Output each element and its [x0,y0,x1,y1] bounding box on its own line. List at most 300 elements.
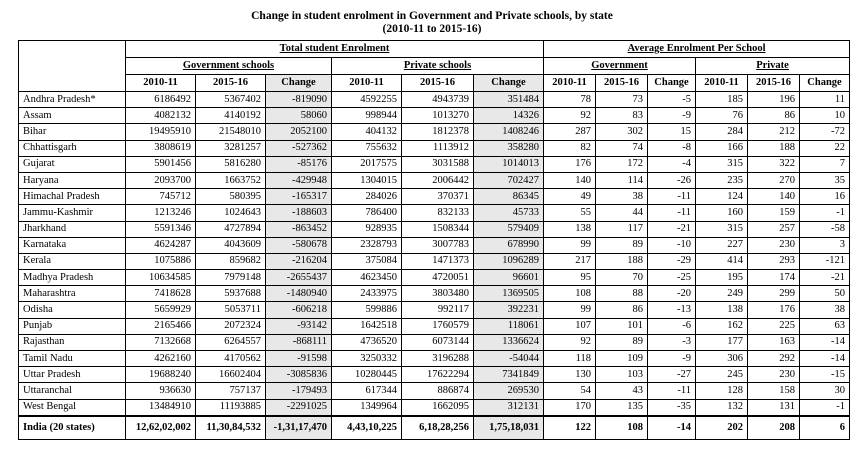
total-row [19,416,850,440]
value-cell: 2006442 [402,172,474,188]
value-cell: -25 [648,270,696,286]
value-cell: -11 [648,189,696,205]
state-name-cell: Punjab [19,318,126,334]
value-cell: 35 [800,172,850,188]
value-cell: 4262160 [126,351,196,367]
value-cell: -868111 [266,334,332,350]
value-cell: 1113912 [402,140,474,156]
value-cell: 11 [800,92,850,108]
value-cell: 13484910 [126,399,196,416]
value-cell: 4736520 [332,334,402,350]
value-cell: 109 [596,351,648,367]
value-cell: 14326 [474,108,544,124]
value-cell: 50 [800,286,850,302]
value-cell: -21 [800,270,850,286]
value-cell: 269530 [474,383,544,399]
value-cell: 89 [596,237,648,253]
table-row [19,302,850,318]
value-cell: 158 [748,383,800,399]
value-cell: 1760579 [402,318,474,334]
value-cell: 755632 [332,140,402,156]
value-cell: 1663752 [196,172,266,188]
value-cell: 122 [544,416,596,440]
value-cell: 2052100 [266,124,332,140]
state-name-cell: Jammu-Kashmir [19,205,126,221]
value-cell: -2291025 [266,399,332,416]
col-avg-gov-2015: 2015-16 [596,75,648,92]
value-cell: 1096289 [474,253,544,269]
value-cell: 96601 [474,270,544,286]
table-row [19,156,850,172]
value-cell: -8 [648,140,696,156]
value-cell: 284 [696,124,748,140]
value-cell: 322 [748,156,800,172]
state-name-cell: Jharkhand [19,221,126,237]
value-cell: 132 [696,399,748,416]
value-cell: 76 [696,108,748,124]
value-cell: 92 [544,334,596,350]
col-avg-pvt-2015: 2015-16 [748,75,800,92]
value-cell: 7418628 [126,286,196,302]
col-avg-pvt-change: Change [800,75,850,92]
value-cell: 6264557 [196,334,266,350]
value-cell: 3803480 [402,286,474,302]
table-row [19,367,850,383]
value-cell: 185 [696,92,748,108]
value-cell: 130 [544,367,596,383]
value-cell: 101 [596,318,648,334]
value-cell: 370371 [402,189,474,205]
value-cell: 3007783 [402,237,474,253]
state-name-cell: Chhattisgarh [19,140,126,156]
value-cell: 3031588 [402,156,474,172]
value-cell: 936630 [126,383,196,399]
value-cell: 54 [544,383,596,399]
value-cell: -13 [648,302,696,318]
value-cell: 3 [800,237,850,253]
value-cell: 195 [696,270,748,286]
value-cell: 315 [696,221,748,237]
value-cell: -819090 [266,92,332,108]
value-cell: 2165466 [126,318,196,334]
value-cell: 4592255 [332,92,402,108]
value-cell: 108 [596,416,648,440]
value-cell: 172 [596,156,648,172]
state-name-cell: Haryana [19,172,126,188]
value-cell: 15 [648,124,696,140]
value-cell: 227 [696,237,748,253]
state-name-cell: India (20 states) [19,416,126,440]
state-name-cell: Uttaranchal [19,383,126,399]
value-cell: -179493 [266,383,332,399]
state-name-cell: Andhra Pradesh* [19,92,126,108]
value-cell: 58060 [266,108,332,124]
value-cell: -35 [648,399,696,416]
value-cell: -9 [648,108,696,124]
value-cell: 579409 [474,221,544,237]
value-cell: 1014013 [474,156,544,172]
state-name-cell: Tamil Nadu [19,351,126,367]
state-name-cell: Rajasthan [19,334,126,350]
value-cell: 19688240 [126,367,196,383]
col-pvt-change: Change [474,75,544,92]
value-cell: 188 [596,253,648,269]
value-cell: 166 [696,140,748,156]
value-cell: 43 [596,383,648,399]
value-cell: 617344 [332,383,402,399]
state-name-cell: Kerala [19,253,126,269]
value-cell: 10634585 [126,270,196,286]
value-cell: 992117 [402,302,474,318]
table-title [0,0,864,35]
value-cell: -11 [648,205,696,221]
value-cell: -1480940 [266,286,332,302]
value-cell: 2328793 [332,237,402,253]
value-cell: 745712 [126,189,196,205]
value-cell: 124 [696,189,748,205]
value-cell: 312131 [474,399,544,416]
value-cell: 6073144 [402,334,474,350]
value-cell: 315 [696,156,748,172]
value-cell: -188603 [266,205,332,221]
value-cell: 4,43,10,225 [332,416,402,440]
value-cell: 107 [544,318,596,334]
value-cell: 70 [596,270,648,286]
value-cell: -1 [800,399,850,416]
state-header [19,41,126,92]
value-cell: -10 [648,237,696,253]
value-cell: -4 [648,156,696,172]
value-cell: 270 [748,172,800,188]
value-cell: -580678 [266,237,332,253]
value-cell: 217 [544,253,596,269]
col-avg-gov-2010: 2010-11 [544,75,596,92]
value-cell: 4720051 [402,270,474,286]
title-line-2: (2010-11 to 2015-16) [382,23,482,35]
value-cell: 10280445 [332,367,402,383]
value-cell: 293 [748,253,800,269]
value-cell: 3250332 [332,351,402,367]
value-cell: 859682 [196,253,266,269]
value-cell: 196 [748,92,800,108]
value-cell: 11193885 [196,399,266,416]
value-cell: 1075886 [126,253,196,269]
value-cell: 99 [544,302,596,318]
value-cell: -6 [648,318,696,334]
value-cell: 292 [748,351,800,367]
value-cell: -1,31,17,470 [266,416,332,440]
pvt-schools-header: Private schools [332,58,544,75]
value-cell: 678990 [474,237,544,253]
value-cell: 88 [596,286,648,302]
value-cell: 118 [544,351,596,367]
value-cell: 63 [800,318,850,334]
table-row [19,318,850,334]
value-cell: 212 [748,124,800,140]
total-enrolment-header: Total student Enrolment [126,41,544,58]
value-cell: 3808619 [126,140,196,156]
avg-pvt-header: Private [696,58,850,75]
value-cell: 170 [544,399,596,416]
value-cell: -29 [648,253,696,269]
table-row [19,172,850,188]
value-cell: 82 [544,140,596,156]
value-cell: 5053711 [196,302,266,318]
value-cell: 414 [696,253,748,269]
value-cell: 117 [596,221,648,237]
value-cell: 16 [800,189,850,205]
value-cell: 208 [748,416,800,440]
value-cell: 17622294 [402,367,474,383]
value-cell: 1213246 [126,205,196,221]
value-cell: 5659929 [126,302,196,318]
table-row [19,253,850,269]
value-cell: 392231 [474,302,544,318]
value-cell: -606218 [266,302,332,318]
value-cell: 11,30,84,532 [196,416,266,440]
value-cell: -14 [800,334,850,350]
value-cell: 118061 [474,318,544,334]
state-name-cell: Maharashtra [19,286,126,302]
table-row [19,108,850,124]
value-cell: 176 [544,156,596,172]
value-cell: 89 [596,334,648,350]
value-cell: 162 [696,318,748,334]
value-cell: 5591346 [126,221,196,237]
state-name-cell: Uttar Pradesh [19,367,126,383]
value-cell: 55 [544,205,596,221]
value-cell: 832133 [402,205,474,221]
value-cell: -2655437 [266,270,332,286]
value-cell: 177 [696,334,748,350]
value-cell: 131 [748,399,800,416]
value-cell: 245 [696,367,748,383]
value-cell: 4623450 [332,270,402,286]
value-cell: 757137 [196,383,266,399]
value-cell: 188 [748,140,800,156]
value-cell: 4624287 [126,237,196,253]
value-cell: -26 [648,172,696,188]
col-avg-gov-change: Change [648,75,696,92]
value-cell: 163 [748,334,800,350]
value-cell: 1,75,18,031 [474,416,544,440]
value-cell: 299 [748,286,800,302]
value-cell: 1642518 [332,318,402,334]
value-cell: -54044 [474,351,544,367]
table-row [19,351,850,367]
value-cell: -85176 [266,156,332,172]
value-cell: 86 [596,302,648,318]
table-row [19,399,850,416]
value-cell: 95 [544,270,596,286]
value-cell: 998944 [332,108,402,124]
value-cell: 225 [748,318,800,334]
value-cell: -863452 [266,221,332,237]
value-cell: -3085836 [266,367,332,383]
value-cell: 2072324 [196,318,266,334]
value-cell: -14 [648,416,696,440]
value-cell: 103 [596,367,648,383]
value-cell: -14 [800,351,850,367]
value-cell: 140 [544,172,596,188]
value-cell: 176 [748,302,800,318]
value-cell: 138 [696,302,748,318]
value-cell: 1369505 [474,286,544,302]
value-cell: 86 [748,108,800,124]
value-cell: 4082132 [126,108,196,124]
value-cell: 5816280 [196,156,266,172]
value-cell: -3 [648,334,696,350]
value-cell: 12,62,02,002 [126,416,196,440]
col-pvt-2015: 2015-16 [402,75,474,92]
value-cell: 6 [800,416,850,440]
value-cell: 38 [800,302,850,318]
value-cell: 257 [748,221,800,237]
value-cell: 1662095 [402,399,474,416]
value-cell: 375084 [332,253,402,269]
value-cell: 114 [596,172,648,188]
value-cell: 287 [544,124,596,140]
value-cell: 886874 [402,383,474,399]
value-cell: 580395 [196,189,266,205]
value-cell: 4170562 [196,351,266,367]
value-cell: 1508344 [402,221,474,237]
state-name-cell: Assam [19,108,126,124]
value-cell: 230 [748,367,800,383]
value-cell: 1408246 [474,124,544,140]
value-cell: 30 [800,383,850,399]
value-cell: 202 [696,416,748,440]
value-cell: 5901456 [126,156,196,172]
value-cell: 74 [596,140,648,156]
value-cell: 1336624 [474,334,544,350]
value-cell: -527362 [266,140,332,156]
value-cell: 3196288 [402,351,474,367]
value-cell: 4943739 [402,92,474,108]
value-cell: -93142 [266,318,332,334]
value-cell: 1349964 [332,399,402,416]
value-cell: 302 [596,124,648,140]
value-cell: 2017575 [332,156,402,172]
value-cell: 306 [696,351,748,367]
value-cell: 5367402 [196,92,266,108]
table-row [19,205,850,221]
value-cell: 2093700 [126,172,196,188]
value-cell: 1471373 [402,253,474,269]
table-row [19,334,850,350]
value-cell: 4727894 [196,221,266,237]
value-cell: 7 [800,156,850,172]
header-row-2 [19,58,850,75]
avg-gov-header: Government [544,58,696,75]
value-cell: -58 [800,221,850,237]
state-name-cell: Gujarat [19,156,126,172]
table-row [19,140,850,156]
value-cell: 235 [696,172,748,188]
value-cell: 404132 [332,124,402,140]
value-cell: 92 [544,108,596,124]
table-row [19,286,850,302]
value-cell: -20 [648,286,696,302]
state-name-cell: Himachal Pradesh [19,189,126,205]
average-enrolment-header: Average Enrolment Per School [544,41,850,58]
value-cell: 351484 [474,92,544,108]
value-cell: 358280 [474,140,544,156]
value-cell: 1024643 [196,205,266,221]
value-cell: 45733 [474,205,544,221]
value-cell: -27 [648,367,696,383]
value-cell: 2433975 [332,286,402,302]
value-cell: 1304015 [332,172,402,188]
table-row [19,189,850,205]
table-row [19,237,850,253]
value-cell: 78 [544,92,596,108]
value-cell: 86345 [474,189,544,205]
value-cell: -429948 [266,172,332,188]
value-cell: 284026 [332,189,402,205]
header-row-1 [19,41,850,58]
value-cell: -11 [648,383,696,399]
col-gov-2010: 2010-11 [126,75,196,92]
state-name-cell: West Bengal [19,399,126,416]
value-cell: 599886 [332,302,402,318]
value-cell: 6186492 [126,92,196,108]
state-name-cell: Bihar [19,124,126,140]
value-cell: -165317 [266,189,332,205]
value-cell: 108 [544,286,596,302]
value-cell: -9 [648,351,696,367]
table-row [19,270,850,286]
table-row [19,92,850,108]
gov-schools-header: Government schools [126,58,332,75]
value-cell: -216204 [266,253,332,269]
value-cell: 83 [596,108,648,124]
value-cell: 174 [748,270,800,286]
col-avg-pvt-2010: 2010-11 [696,75,748,92]
value-cell: 7341849 [474,367,544,383]
value-cell: 140 [748,189,800,205]
value-cell: 10 [800,108,850,124]
table-row [19,221,850,237]
value-cell: -121 [800,253,850,269]
value-cell: 4043609 [196,237,266,253]
col-gov-change: Change [266,75,332,92]
table-row [19,124,850,140]
value-cell: 44 [596,205,648,221]
value-cell: 99 [544,237,596,253]
value-cell: -5 [648,92,696,108]
value-cell: 928935 [332,221,402,237]
value-cell: 1013270 [402,108,474,124]
header-row-3 [19,75,850,92]
value-cell: 702427 [474,172,544,188]
value-cell: 4140192 [196,108,266,124]
table-body [19,92,850,440]
value-cell: 19495910 [126,124,196,140]
col-gov-2015: 2015-16 [196,75,266,92]
state-name-cell: Odisha [19,302,126,318]
state-name-cell: Karnataka [19,237,126,253]
value-cell: 160 [696,205,748,221]
table-row [19,383,850,399]
value-cell: -72 [800,124,850,140]
value-cell: -21 [648,221,696,237]
value-cell: 7132668 [126,334,196,350]
value-cell: 16602404 [196,367,266,383]
value-cell: 249 [696,286,748,302]
value-cell: 7979148 [196,270,266,286]
value-cell: -91598 [266,351,332,367]
